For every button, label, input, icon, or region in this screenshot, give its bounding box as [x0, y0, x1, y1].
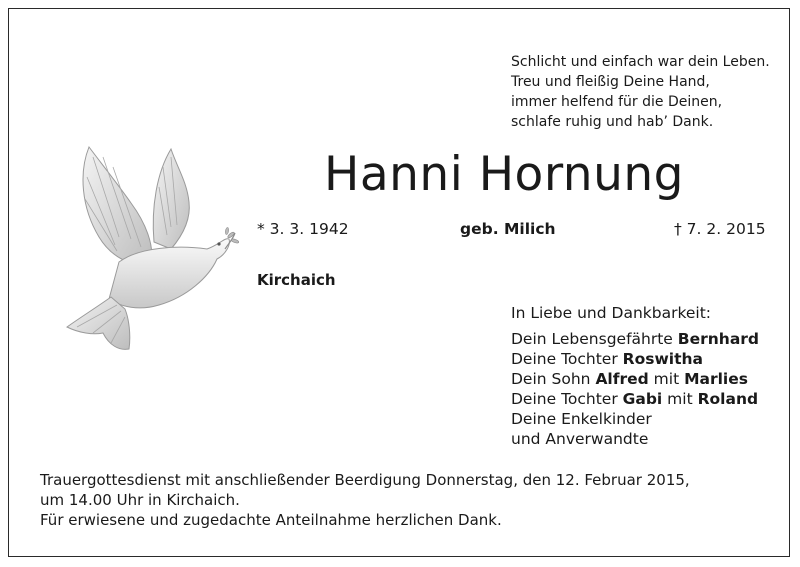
birth-date: * 3. 3. 1942: [257, 220, 349, 238]
mourner-line: Dein Lebensgefährte Bernhard: [511, 330, 760, 348]
mourner-line: Deine Tochter Gabi mit Roland: [511, 390, 759, 408]
poem-line: schlafe ruhig und hab’ Dank.: [511, 114, 714, 130]
notice-line: Für erwiesene und zugedachte Anteilnahme herzlichen Dank.: [40, 511, 502, 529]
dove-icon: [59, 127, 239, 357]
poem-line: Schlicht und einfach war dein Leben.: [511, 54, 770, 70]
poem: [511, 52, 770, 132]
place: Kirchaich: [257, 271, 336, 289]
mourner-line: Deine Tochter Roswitha: [511, 350, 704, 368]
notice-line: Trauergottesdienst mit anschließender Beerdigung Donnerstag, den 12. Februar 2015,: [40, 471, 690, 489]
funeral-notice: [40, 470, 690, 530]
mourner-line: und Anverwandte: [511, 430, 649, 448]
mourner-line: Dein Sohn Alfred mit Marlies: [511, 370, 748, 388]
death-date: † 7. 2. 2015: [674, 220, 766, 238]
deceased-name: Hanni Hornung: [324, 147, 685, 202]
poem-line: immer helfend für die Deinen,: [511, 94, 723, 110]
birth-name: geb. Milich: [460, 220, 556, 238]
mourners-list: [511, 303, 759, 449]
obituary-card: [8, 8, 790, 557]
mourner-line: Deine Enkelkinder: [511, 410, 652, 428]
mourners-intro: In Liebe und Dankbarkeit:: [511, 304, 712, 322]
poem-line: Treu und fleißig Deine Hand,: [511, 74, 710, 90]
notice-line: um 14.00 Uhr in Kirchaich.: [40, 491, 240, 509]
